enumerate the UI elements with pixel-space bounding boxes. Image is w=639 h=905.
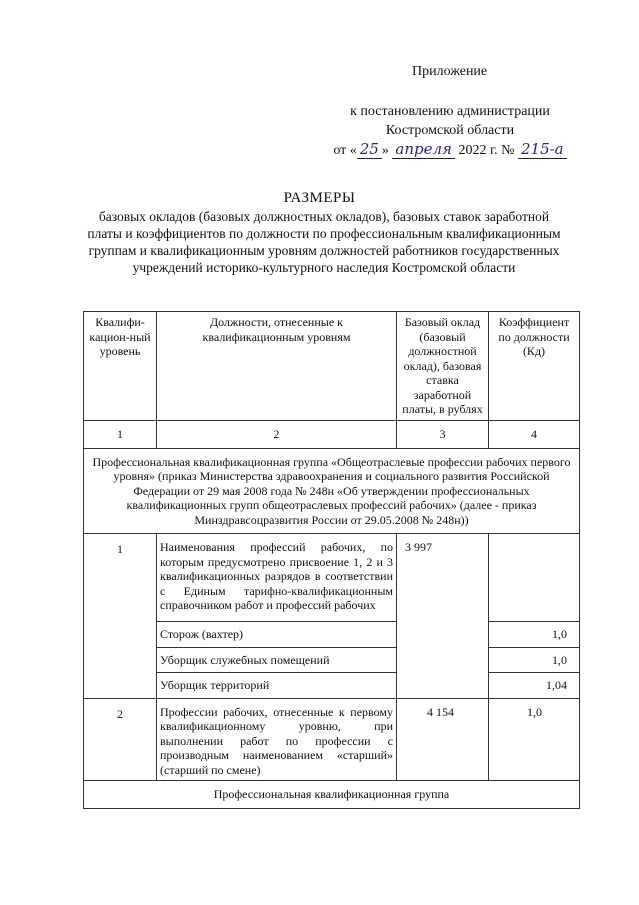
group-1-description: Профессиональная квалификационная группа «Общеотраслевые профессии рабочих первого уровня» (приказ Министерства здравоохранения и социального развития Российской Федерации от 29 мая 2008 года № 248н «Об утверждении профессиональных квалификационных групп общеотраслевых профессий рабочих» (далее - приказ Минздравсоцразвития России от 29.05.2008 № 248н)) — [84, 448, 580, 534]
level-1-description: Наименования профессий рабочих, по которым предусмотрено присвоение 1, 2 и 3 квалификационных разрядов в соответствии с Единым тарифно-квалификационным справочником работ и профессий рабочих — [157, 534, 397, 622]
table-row — [84, 673, 580, 699]
appendix-line-1: к постановлению администрации — [350, 104, 550, 119]
document-title: РАЗМЕРЫ — [283, 190, 356, 206]
handwritten-number: 215-а — [518, 140, 567, 159]
group-row-2 — [84, 781, 580, 809]
header-coefficient: Коэффициент по должности (Кд) — [489, 312, 580, 421]
column-number-1: 1 — [84, 421, 157, 449]
group-row-1 — [84, 448, 580, 534]
salary-table — [83, 311, 580, 809]
table-row — [84, 647, 580, 673]
appendix-title: Приложение — [412, 64, 488, 79]
level-1-empty-coef — [489, 534, 580, 622]
header-positions: Должности, отнесенные к квалификационным уровням — [157, 312, 397, 421]
level-2-row — [84, 698, 580, 781]
table-header-row — [84, 312, 580, 421]
level-1-position-3: Уборщик территорий — [157, 673, 397, 699]
level-2-salary: 4 154 — [397, 698, 489, 781]
level-1-coef-1: 1,0 — [489, 622, 580, 648]
group-2-description: Профессиональная квалификационная группа — [84, 781, 580, 809]
column-number-2: 2 — [157, 421, 397, 449]
appendix-date-line — [300, 140, 600, 160]
table-number-row — [84, 421, 580, 449]
document-subtitle: базовых окладов (базовых должностных окладов), базовых ставок заработной платы и коэффициентов по должности по профессиональным квалификационным группам и квалификационным уровням должностей работников государственных учреждений историко-культурного наследия Костромской области — [87, 209, 561, 275]
appendix-reference — [300, 102, 600, 160]
level-1-position-2: Уборщик служебных помещений — [157, 647, 397, 673]
level-2-description: Профессии рабочих, отнесенные к первому квалификационному уровню, при выполнении работ по профессии с производным наименованием «старший» (старший по смене) — [157, 698, 397, 781]
header-qualification-level: Квалифи-кацион-ный уровень — [84, 312, 157, 421]
table-row — [84, 622, 580, 648]
handwritten-month: апреля — [392, 140, 455, 159]
level-1-number: 1 — [84, 534, 157, 699]
level-1-salary: 3 997 — [397, 534, 489, 699]
header-base-salary: Базовый оклад (базовый должностной оклад), базовая ставка заработной платы, в рублях — [397, 312, 489, 421]
date-year: 2022 г. № — [458, 143, 515, 158]
level-1-position-1: Сторож (вахтер) — [157, 622, 397, 648]
date-prefix: от « — [333, 143, 357, 158]
level-1-coef-2: 1,0 — [489, 647, 580, 673]
column-number-3: 3 — [397, 421, 489, 449]
level-2-number: 2 — [84, 698, 157, 781]
date-mid: » — [381, 143, 389, 158]
level-1-main-row — [84, 534, 580, 622]
level-2-coef: 1,0 — [489, 698, 580, 781]
level-1-coef-3: 1,04 — [489, 673, 580, 699]
handwritten-day: 25 — [357, 140, 382, 159]
appendix-line-2: Костромской области — [385, 123, 515, 138]
column-number-4: 4 — [489, 421, 580, 449]
